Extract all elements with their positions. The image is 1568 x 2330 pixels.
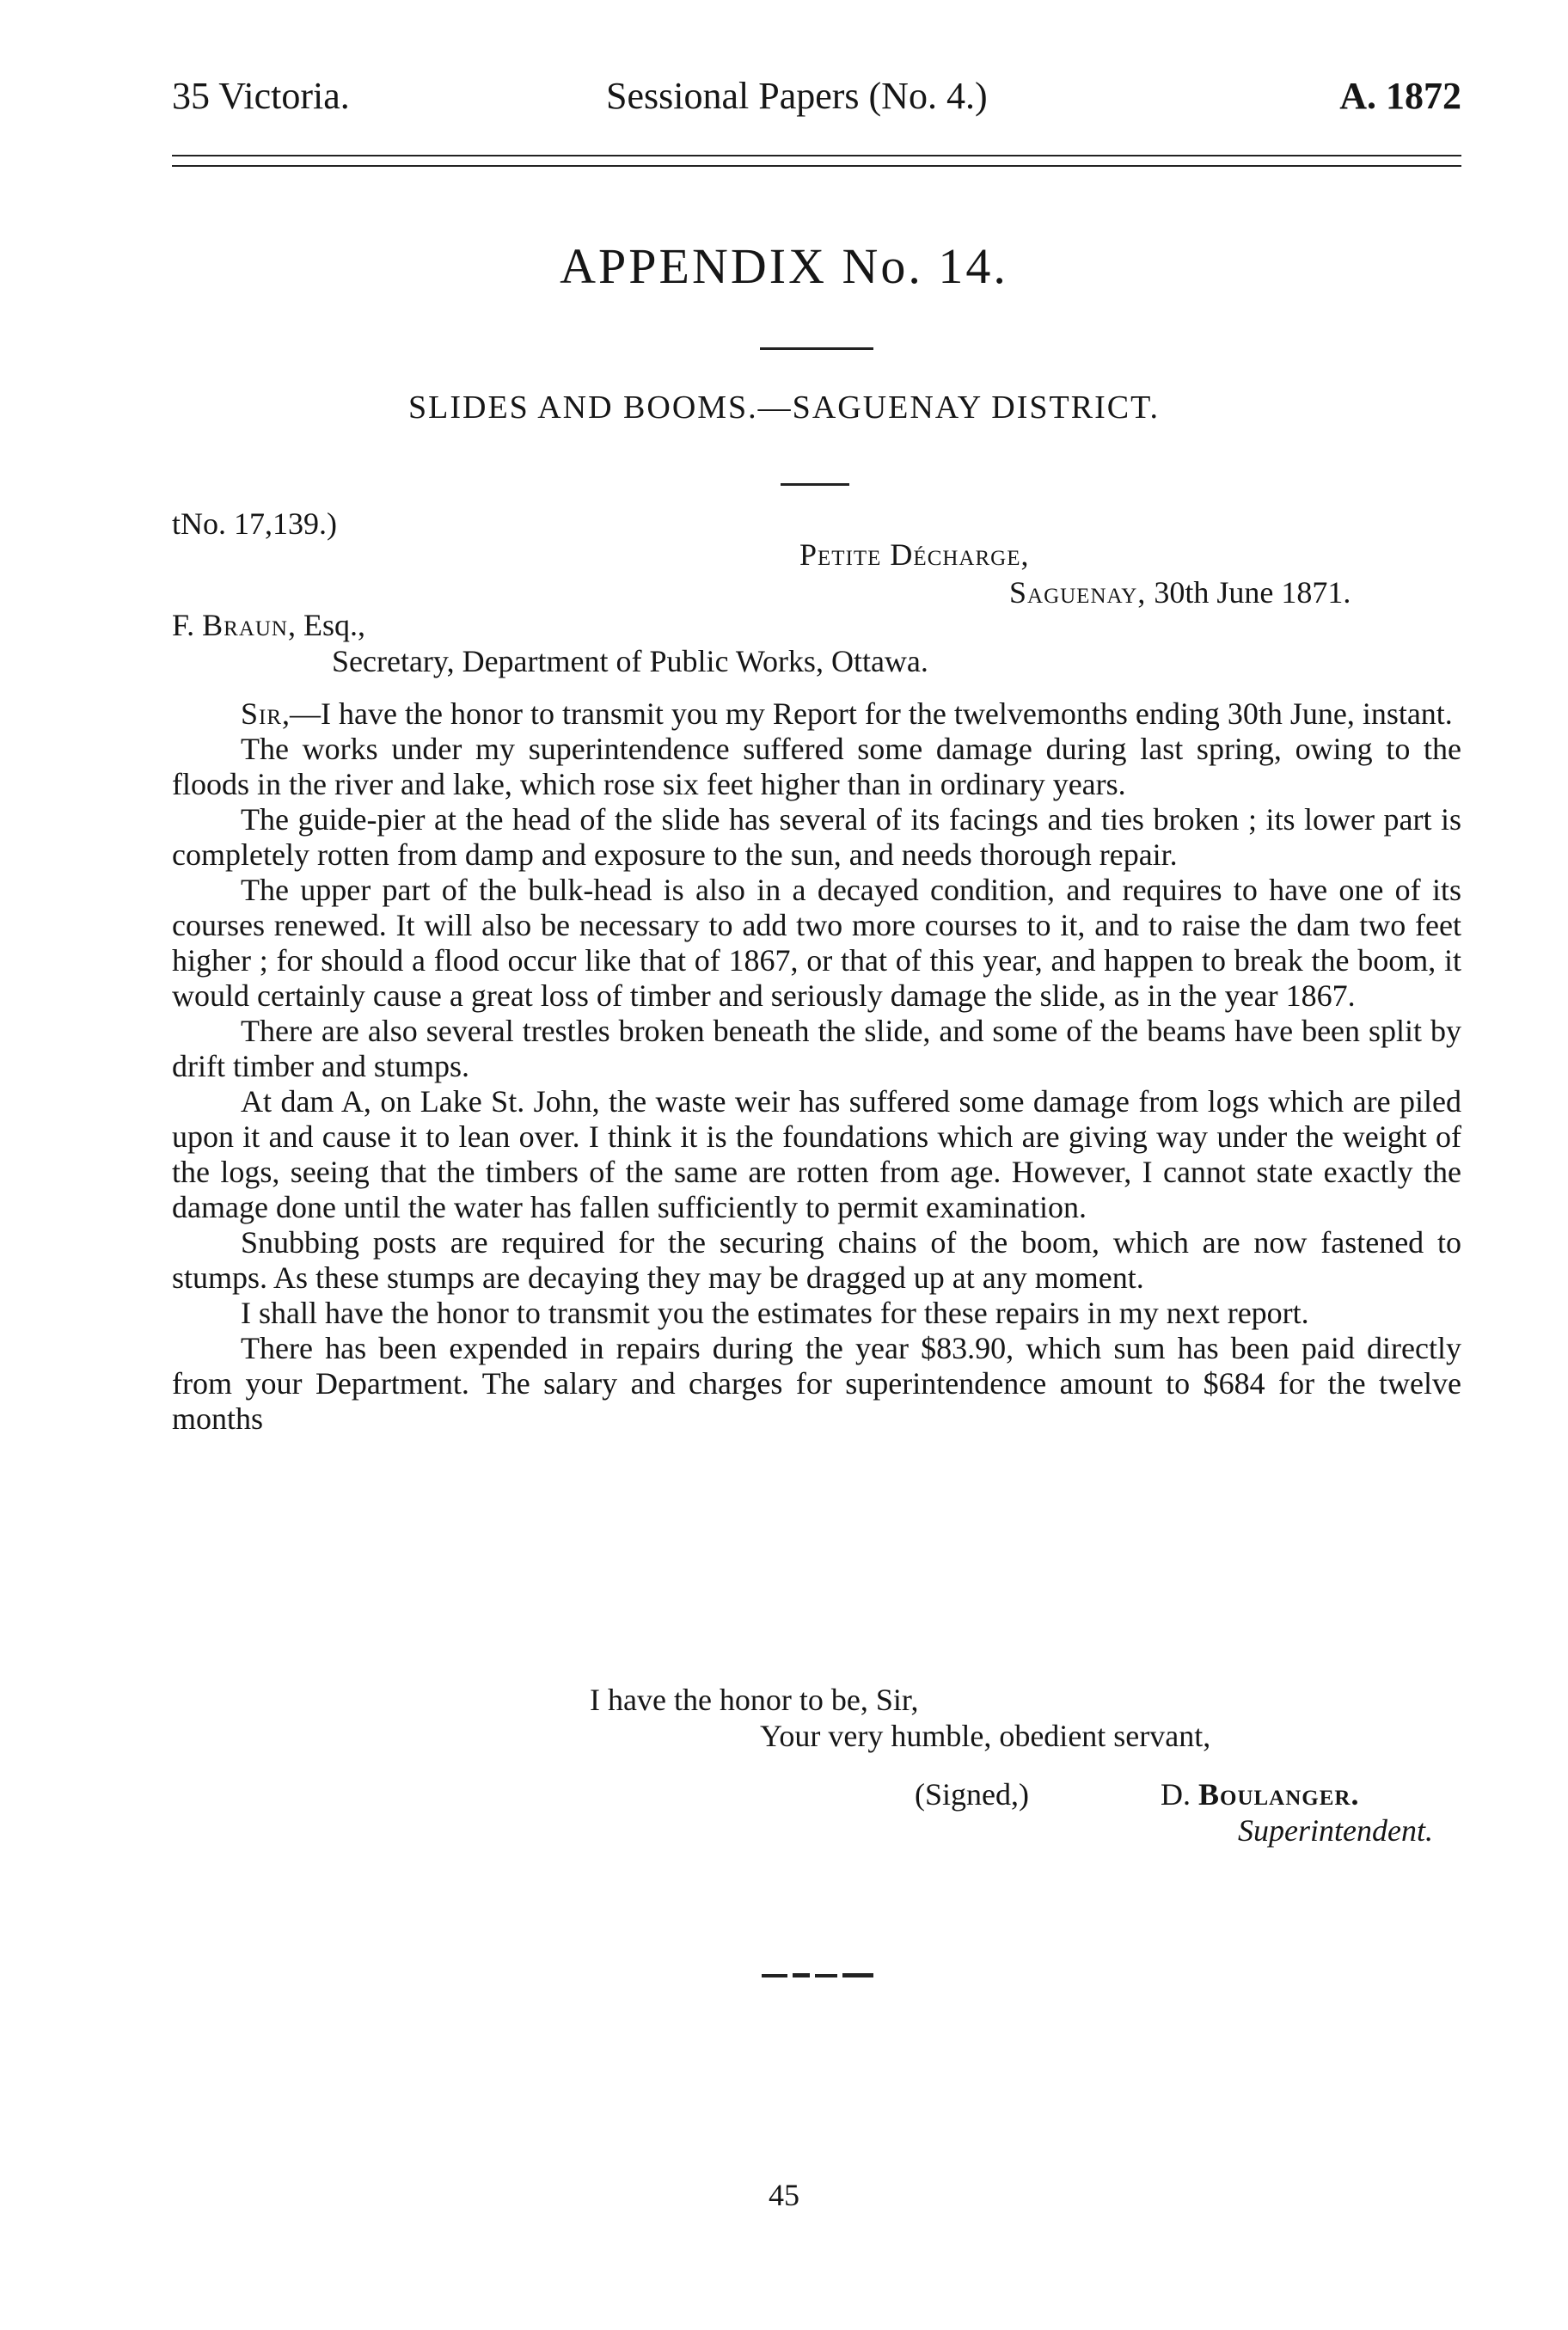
dateline-region: Saguenay, — [1009, 575, 1147, 610]
signer-name — [1161, 1776, 1359, 1812]
paragraph-8: I shall have the honor to transmit you the estimates for these repairs in my next report. — [241, 1296, 1309, 1330]
addressee-name — [172, 607, 365, 643]
signed-label: (Signed,) — [915, 1777, 1029, 1812]
section-subtitle: SLIDES AND BOOMS.—SAGUENAY DISTRICT. — [408, 389, 1160, 426]
paragraph-3: The guide-pier at the head of the slide has several of its facings and ties broken ; its lower part is completely rotten from damp and exposure to the sun, and needs thorough repair. — [172, 802, 1461, 872]
paragraph-7: Snubbing posts are required for the securing chains of the boom, which are now fastened to stumps. As these stumps are decaying they may be dragged up at any moment. — [172, 1225, 1461, 1295]
addressee-suffix: , Esq., — [288, 608, 365, 642]
running-head-center: Sessional Papers (No. 4.) — [606, 75, 988, 117]
closing-line-2: Your very humble, obedient servant, — [760, 1719, 1211, 1753]
running-head-right: A. 1872 — [1339, 75, 1461, 117]
dateline-place — [799, 537, 1029, 573]
running-head — [172, 71, 1461, 122]
header-double-rule — [172, 155, 1461, 167]
paragraph-9: There has been expended in repairs during the year $83.90, which sum has been paid directly from your Department. The salary and charges for superintendence amount to $684 for the twelve months — [172, 1331, 1461, 1436]
closing-line-1: I have the honor to be, Sir, — [590, 1683, 919, 1717]
appendix-title: APPENDIX No. 14. — [560, 238, 1008, 294]
dateline-date — [1009, 574, 1351, 610]
paragraph-5: There are also several trestles broken beneath the slide, and some of the beams have been split by drift timber and stumps. — [172, 1014, 1461, 1083]
paragraph-6: At dam A, on Lake St. John, the waste weir has suffered some damage from logs which are piled upon it and cause it to lean over. I think it is the foundations which are giving way under the weight of the logs, seeing that the timbers of the same are rotten from age. However, I cannot state exactly the damage done until the water has fallen sufficiently to permit examination. — [172, 1084, 1461, 1224]
addressee-surname: Braun — [202, 608, 288, 642]
paragraph-4: The upper part of the bulk-head is also in a decayed condition, and requires to have one of its courses renewed. It will also be necessary to add two more courses to it, and to raise the dam two feet higher ; for should a flood occur like that of 1867, or that of this year, and happen to break the boom, it would certainly cause a great loss of timber and seriously damage the slide, as in the year 1867. — [172, 873, 1461, 1013]
addressee-title: Secretary, Department of Public Works, Ottawa. — [332, 644, 928, 678]
salutation: Sir — [241, 696, 283, 731]
signer-initial: D. — [1161, 1777, 1198, 1812]
closing-ornament — [762, 1972, 873, 1979]
paragraph-1-text: ,—I have the honor to transmit you my Report for the twelvemonths ending 30th June, instant. — [282, 696, 1453, 731]
page-number: 45 — [769, 2178, 799, 2212]
letter-body — [172, 696, 1461, 1437]
signer-title: Superintendent. — [1238, 1813, 1433, 1848]
dateline-place-name: Petite Décharge, — [799, 537, 1030, 572]
subtitle-rule — [781, 483, 849, 486]
addressee-initial: F. — [172, 608, 203, 642]
signer-surname: Boulanger. — [1198, 1777, 1360, 1812]
title-rule — [760, 347, 873, 350]
document-reference: tNo. 17,139.) — [172, 506, 337, 541]
paragraph-1 — [172, 696, 1461, 732]
dateline-date-text: 30th June 1871. — [1146, 575, 1351, 610]
running-head-left: 35 Victoria. — [172, 75, 350, 117]
paragraph-2: The works under my superintendence suffered some damage during last spring, owing to the floods in the river and lake, which rose six feet higher than in ordinary years. — [172, 732, 1461, 801]
